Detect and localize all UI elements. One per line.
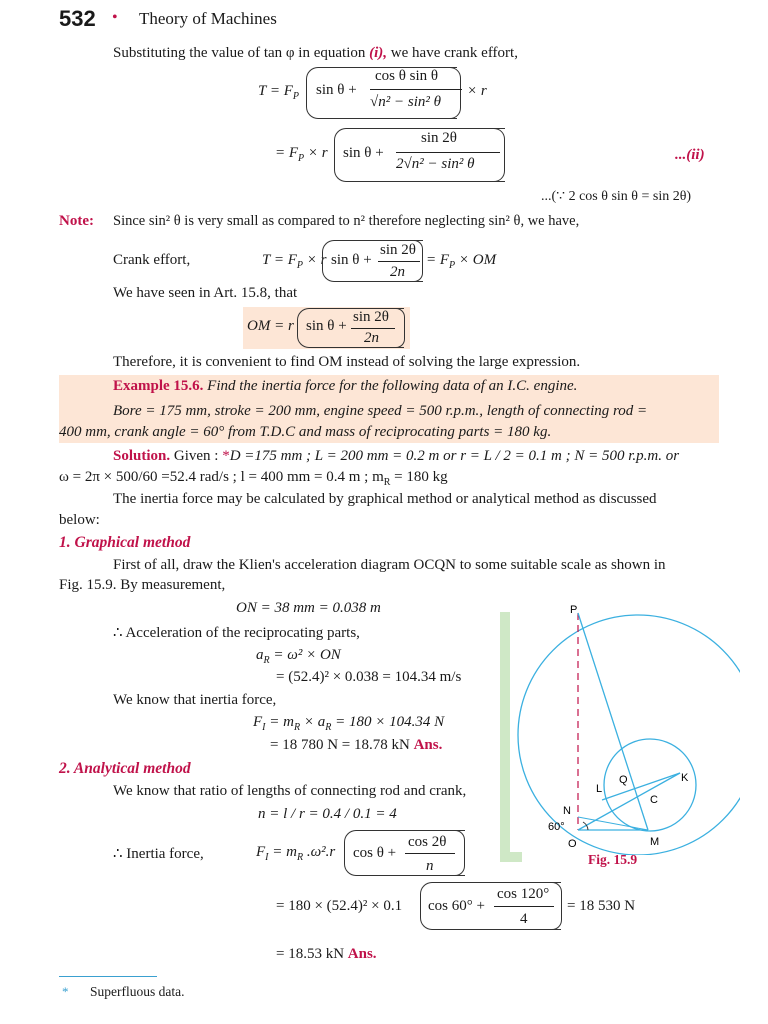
text: Substituting the value of tan φ in equation	[113, 45, 370, 61]
graphical-line-1: First of all, draw the Klien's acceleration diagram OCQN to some suitable scale as shown in	[113, 557, 666, 573]
crank-num: sin 2θ	[380, 242, 416, 258]
fraction-bar	[494, 906, 554, 907]
solution-line-2: ω = 2π × 500/60 =52.4 rad/s ; l = 400 mm = 0.4 m ; $m_R = 180$ kg	[59, 469, 448, 488]
text: we have crank effort,	[387, 45, 518, 61]
heading-graphical: 1. Graphical method	[59, 534, 191, 551]
inertia-num: cos 2θ	[408, 834, 447, 850]
acc-label: ∴ Acceleration of the reciprocating parts,	[113, 625, 360, 641]
final-result: = 18.53 kN Ans.	[276, 946, 377, 962]
footnote-star: *	[62, 984, 69, 999]
crank-label: Crank effort,	[113, 252, 191, 268]
fraction-bar	[351, 328, 395, 329]
fraction-bar	[396, 152, 500, 153]
analytical-n: n = l / r = 0.4 / 0.1 = 4	[258, 806, 397, 822]
figure-margin-bar	[500, 612, 510, 862]
note-label: Note:	[59, 213, 94, 229]
eq1-num: cos θ sin θ	[375, 68, 439, 84]
eq2-num: sin 2θ	[421, 130, 457, 146]
seen-text: We have seen in Art. 15.8, that	[113, 285, 298, 301]
know-text: We know that inertia force,	[113, 692, 277, 708]
line-ok	[578, 773, 680, 830]
eq2-den: 2√n² − sin² θ	[396, 156, 475, 172]
paragraph-substituting	[113, 45, 518, 62]
paren-right	[450, 67, 461, 119]
therefore-text: Therefore, it is convenient to find OM instead of solving the large expression.	[113, 354, 581, 370]
eq1-lhs: $T = F_P$	[258, 83, 299, 102]
example-line-1: Example 15.6. Find the inertia force for the following data of an I.C. engine.	[113, 378, 578, 394]
solution-line-1: Solution. Given : *D =175 mm ; L = 200 mm = 0.2 m or r = L / 2 = 0.1 m ; N = 500 r.p.m. or	[113, 448, 680, 464]
eq1-den: √n² − sin² θ	[370, 94, 441, 110]
calc-lhs: = 180 × (52.4)² × 0.1	[276, 898, 403, 914]
line-lk	[602, 773, 680, 800]
example-line-2: Bore = 175 mm, stroke = 200 mm, engine speed = 500 r.p.m., length of connecting rod =	[113, 403, 648, 419]
crank-inner: sin θ +	[331, 252, 372, 268]
heading-analytical: 2. Analytical method	[59, 760, 191, 777]
om-den: 2n	[364, 330, 379, 346]
fraction-bar	[405, 853, 455, 854]
label-n: N	[563, 805, 571, 817]
inertia-lhs: $F_I = m_R$ .ω².r	[256, 844, 336, 863]
eq1-inner: sin θ +	[316, 82, 357, 98]
crank-den: 2n	[390, 264, 405, 280]
solution-line-4: below:	[59, 512, 100, 528]
page-number: 532	[59, 6, 96, 31]
calc-num: cos 120°	[497, 886, 550, 902]
graphical-line-2: Fig. 15.9. By measurement,	[59, 577, 226, 593]
label-l: L	[596, 783, 603, 795]
footnote-text: Superfluous data.	[90, 984, 185, 999]
equation-ref: (i),	[369, 45, 388, 61]
klien-diagram	[510, 595, 740, 855]
small-circle	[604, 739, 696, 831]
crank-circle	[518, 615, 740, 855]
crank-rhs: = $F_P$ × OM	[426, 252, 497, 271]
om-inner: sin θ +	[306, 318, 347, 334]
eq2-lhs: = $F_P \times r$	[275, 145, 328, 164]
fraction-bar	[378, 261, 420, 262]
calc-den: 4	[520, 911, 528, 927]
analytical-line-1: We know that ratio of lengths of connecting rod and crank,	[113, 783, 467, 799]
eq2-inner: sin θ +	[343, 145, 384, 161]
note-text: Since sin² θ is very small as compared to n² therefore neglecting sin² θ, we have,	[113, 213, 580, 229]
label-k: K	[681, 772, 689, 784]
eq2-tag: ...(ii)	[675, 147, 705, 163]
example-line-3: 400 mm, crank angle = 60° from T.D.C and mass of reciprocating parts = 180 kg.	[59, 424, 552, 440]
paren-right	[455, 830, 465, 876]
label-m: M	[650, 836, 660, 848]
paren-right	[396, 308, 405, 348]
crank-lhs: $T = F_P \times r$	[262, 252, 327, 271]
ar-eq-1: $a_R = \omega^2$ × ON	[256, 647, 341, 666]
label-angle: 60°	[548, 821, 565, 833]
on-equation: ON = 38 mm = 0.038 m	[236, 600, 381, 616]
footnote-rule	[59, 976, 157, 977]
fi-eq-2: = 18 780 N = 18.78 kN Ans.	[270, 737, 443, 753]
label-c: C	[650, 794, 658, 806]
inertia-den: n	[426, 858, 434, 874]
inertia-label: ∴ Inertia force,	[113, 846, 204, 862]
solution-line-3: The inertia force may be calculated by graphical method or analytical method as discussed	[113, 491, 657, 507]
figure-caption: Fig. 15.9	[588, 852, 638, 867]
om-num: sin 2θ	[353, 309, 389, 325]
label-p: P	[570, 604, 578, 616]
calc-rhs: = 18 530 N	[567, 898, 636, 914]
eq2-note: ...(∵ 2 cos θ sin θ = sin 2θ)	[541, 189, 692, 204]
eq1-rhs: × r	[467, 83, 487, 99]
paren-right	[494, 128, 505, 182]
header-bullet: •	[112, 9, 118, 26]
inertia-inner: cos θ +	[353, 845, 397, 861]
ar-eq-2: = (52.4)² × 0.038 = 104.34 m/s	[276, 669, 462, 685]
label-q: Q	[619, 774, 628, 786]
label-o: O	[568, 838, 577, 850]
fraction-bar	[370, 89, 462, 90]
running-title: Theory of Machines	[139, 9, 277, 28]
om-lhs: OM = r	[247, 318, 294, 334]
calc-inner: cos 60° +	[428, 898, 485, 914]
fi-eq-1: $F_I = m_R \times a_R = 180 \times 104.34$ N	[253, 714, 445, 733]
